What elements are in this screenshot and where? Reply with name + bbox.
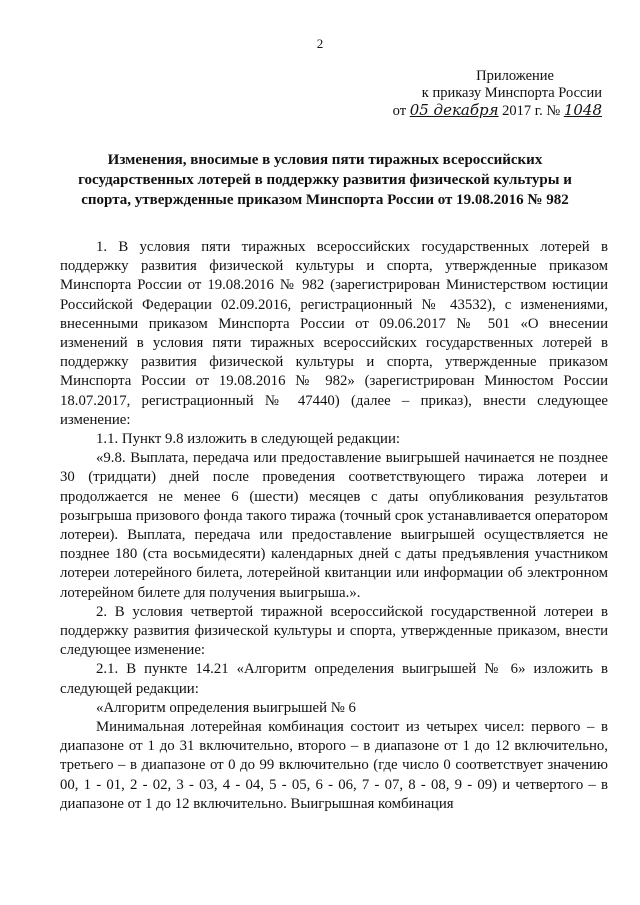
appendix-header — [342, 68, 602, 120]
paragraph: «9.8. Выплата, передача или предоставление выигрышей начинается не позднее 30 (тридцати) дней после проведения соответствующего тиража лотереи и продолжается не менее 6 (шести) месяцев с даты опубликования результатов розыгрыша призового фонда такого тиража (точный срок устанавливается оператором лотереи). Выплата, передача или предоставление выигрышей осуществляется не позднее 180 (ста восьмидесяти) календарных дней с даты предъявления участником лотереи лотерейного билета, лотерейной квитанции или информации об электронном лотерейном билете для получения выигрыша.». — [60, 450, 608, 601]
document-body — [60, 238, 608, 814]
appendix-order-ref: к приказу Минспорта России — [421, 85, 602, 101]
document-title: Изменения, вносимые в условия пяти тиражных всероссийских государственных лотерей в поддержку развития физической культуры и спорта, утвержденные приказом Минспорта России от 19.08.2016 № 982 — [78, 152, 572, 208]
paragraph: 2. В условия четвертой тиражной всероссийской государственной лотереи в поддержку развития физической культуры и спорта, утвержденные приказом, внести следующее изменение: — [60, 603, 608, 659]
paragraph: 2.1. В пункте 14.21 «Алгоритм определения выигрышей № 6» изложить в следующей редакции: — [60, 661, 608, 697]
date-year: 2017 г. № — [502, 103, 561, 119]
paragraph: 1. В условия пяти тиражных всероссийских государственных лотерей в поддержку развития физической культуры и спорта, утвержденные приказом Минспорта России от 19.08.2016 № 982 (зарегистрирован Министерством юстиции Российской Федерации 02.09.2016, регистрационный № 43532), с изменениями, внесенными приказом Минспорта России от 09.06.2017 № 501 «О внесении изменений в условия пяти тиражных всероссийских государственных лотерей в поддержку развития физической культуры и спорта, утвержденные приказом Минспорта России от 19.08.2016 № 982» (зарегистрирован Минюстом России 18.07.2017, регистрационный № 47440) (далее – приказ), внести следующее изменение: — [60, 239, 608, 428]
paragraph: 1.1. Пункт 9.8 изложить в следующей редакции: — [96, 431, 400, 448]
paragraph: Минимальная лотерейная комбинация состоит из четырех чисел: первого – в диапазоне от 1 до 31 включительно, второго – в диапазоне от 1 до 12 включительно, третьего – в диапазоне от 0 до 99 включительно (где число 0 соответствует значению 00, 1 - 01, 2 - 02, 3 - 03, 4 - 04, 5 - 05, 6 - 06, 7 - 07, 8 - 08, 9 - 09) и четвертого – в диапазоне от 1 до 12 включительно. Выигрышная комбинация — [60, 719, 608, 812]
handwritten-number: 1048 — [563, 101, 602, 119]
paragraph: «Алгоритм определения выигрышей № 6 — [96, 699, 356, 716]
page-number: 2 — [316, 36, 324, 51]
appendix-label: Приложение — [476, 68, 554, 84]
date-prefix: от — [392, 103, 407, 119]
handwritten-date: 05 декабря — [409, 101, 499, 119]
appendix-date-line — [342, 102, 602, 120]
